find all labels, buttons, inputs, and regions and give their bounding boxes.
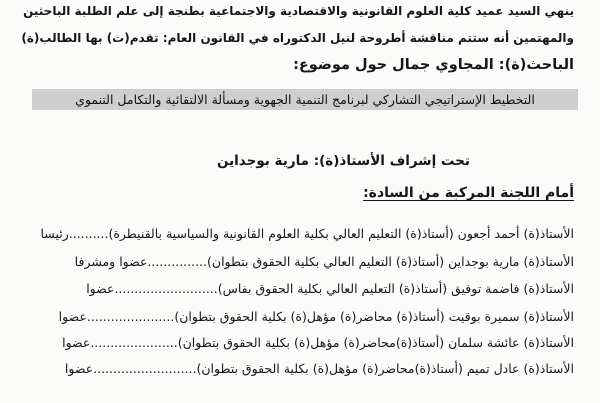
- intro-line-2: والمهتمين أنه ستتم مناقشة أطروحة لنيل الدكتوراه في القانون العام: تقدم(ت) بها الطالب(ة): [21, 31, 574, 45]
- committee-member: الأستاذ(ة) فاضمة توفيق (أستاذ(ة) التعليم العالي بكلية الحقوق بفاس)..........................عضوا: [86, 281, 574, 296]
- intro-line-3: الباحث(ة): المجاوي جمال حول موضوع:: [293, 57, 574, 73]
- committee-member: الأستاذ(ة) عادل تميم (أستاذ(ة)محاضر(ة) مؤهل(ة) بكلية الحقوق بتطوان)..........................عضوا: [64, 361, 574, 376]
- supervisor-line: تحت إشراف الأستاذ(ة): مارية بوجداين: [216, 153, 470, 169]
- committee-member: الأستاذ(ة) عائشة سلمان (أستاذ(ة)محاضر(ة) مؤهل(ة) بكلية الحقوق بتطوان)......................عضوا: [62, 335, 574, 350]
- committee-member: الأستاذ(ة) مارية بوجداين (أستاذ(ة) التعليم العالي بكلية الحقوق بتطوان)...............عضوا ومشرفا: [74, 254, 574, 269]
- thesis-title-banner: التخطيط الإستراتيجي التشاركي لبرنامج التنمية الجهوية ومسألة الالتقائية والتكامل التنموي: [32, 89, 578, 110]
- committee-heading: أمام اللجنة المركبة من السادة:: [363, 185, 574, 201]
- committee-member: الأستاذ(ة) سميرة بوقيت (أستاذ(ة) محاضر(ة) مؤهل(ة) بكلية الحقوق بتطوان)......................عضوا: [58, 309, 574, 324]
- committee-member: الأستاذ(ة) أحمد أجعون (أستاذ(ة) التعليم العالي بكلية العلوم القانونية والسياسية بالقنيطرة)..........رئيسا: [40, 226, 574, 241]
- intro-line-1: ينهي السيد عميد كلية العلوم القانونية والاقتصادية والاجتماعية بطنجة إلى علم الطلبة الباحثين: [23, 4, 574, 18]
